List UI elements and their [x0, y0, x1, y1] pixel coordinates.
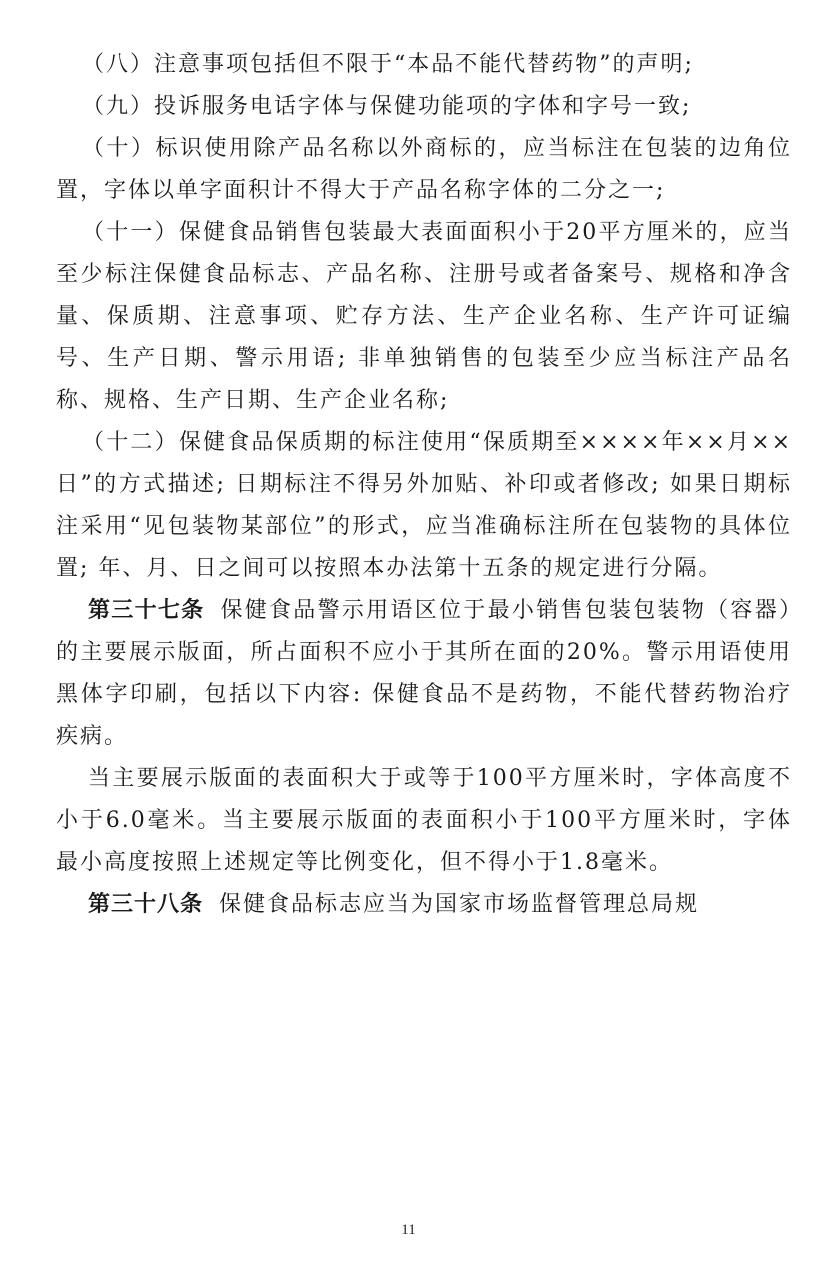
article-38-text: 保健食品标志应当为国家市场监督管理总局规	[219, 892, 700, 917]
article-37	[56, 590, 792, 758]
article-38-label: 第三十八条	[88, 892, 204, 917]
clause-8: （八）注意事项包括但不限于“本品不能代替药物”的声明;	[82, 52, 694, 77]
article-38	[56, 884, 792, 926]
page-number: 11	[401, 1222, 416, 1238]
clause-11: （十一）保健食品销售包装最大表面面积小于20平方厘米的，应当至少标注保健食品标志、产品名称、注册号或者备案号、规格和净含量、保质期、注意事项、贮存方法、生产企业名称、生产许可证编号、生产日期、警示用语; 非单独销售的包装至少应当标注产品名称、规格、生产日期、生产企业名称;	[56, 220, 792, 413]
article-37-text: 保健食品警示用语区位于最小销售包装包装物（容器）的主要展示版面，所占面积不应小于其所在面的20%。警示用语使用黑体字印刷，包括以下内容: 保健食品不是药物，不能代替药物治疗疾病。	[56, 598, 792, 749]
article-37-paragraph-2: 当主要展示版面的表面积大于或等于100平方厘米时，字体高度不小于6.0毫米。当主要展示版面的表面积小于100平方厘米时，字体最小高度按照上述规定等比例变化，但不得小于1.8毫米。	[56, 766, 792, 875]
clause-12: （十二）保健食品保质期的标注使用“保质期至××××年××月××日”的方式描述; 日期标注不得另外加贴、补印或者修改; 如果日期标注采用“见包装物某部位”的形式，应当准确标注所在包装物的具体位置; 年、月、日之间可以按照本办法第十五条的规定进行分隔。	[56, 430, 792, 581]
document-body	[56, 44, 792, 926]
article-37-label: 第三十七条	[88, 598, 205, 623]
clause-10: （十）标识使用除产品名称以外商标的，应当标注在包装的边角位置，字体以单字面积计不得大于产品名称字体的二分之一;	[56, 136, 792, 203]
clause-9: （九）投诉服务电话字体与保健功能项的字体和字号一致;	[82, 94, 692, 119]
